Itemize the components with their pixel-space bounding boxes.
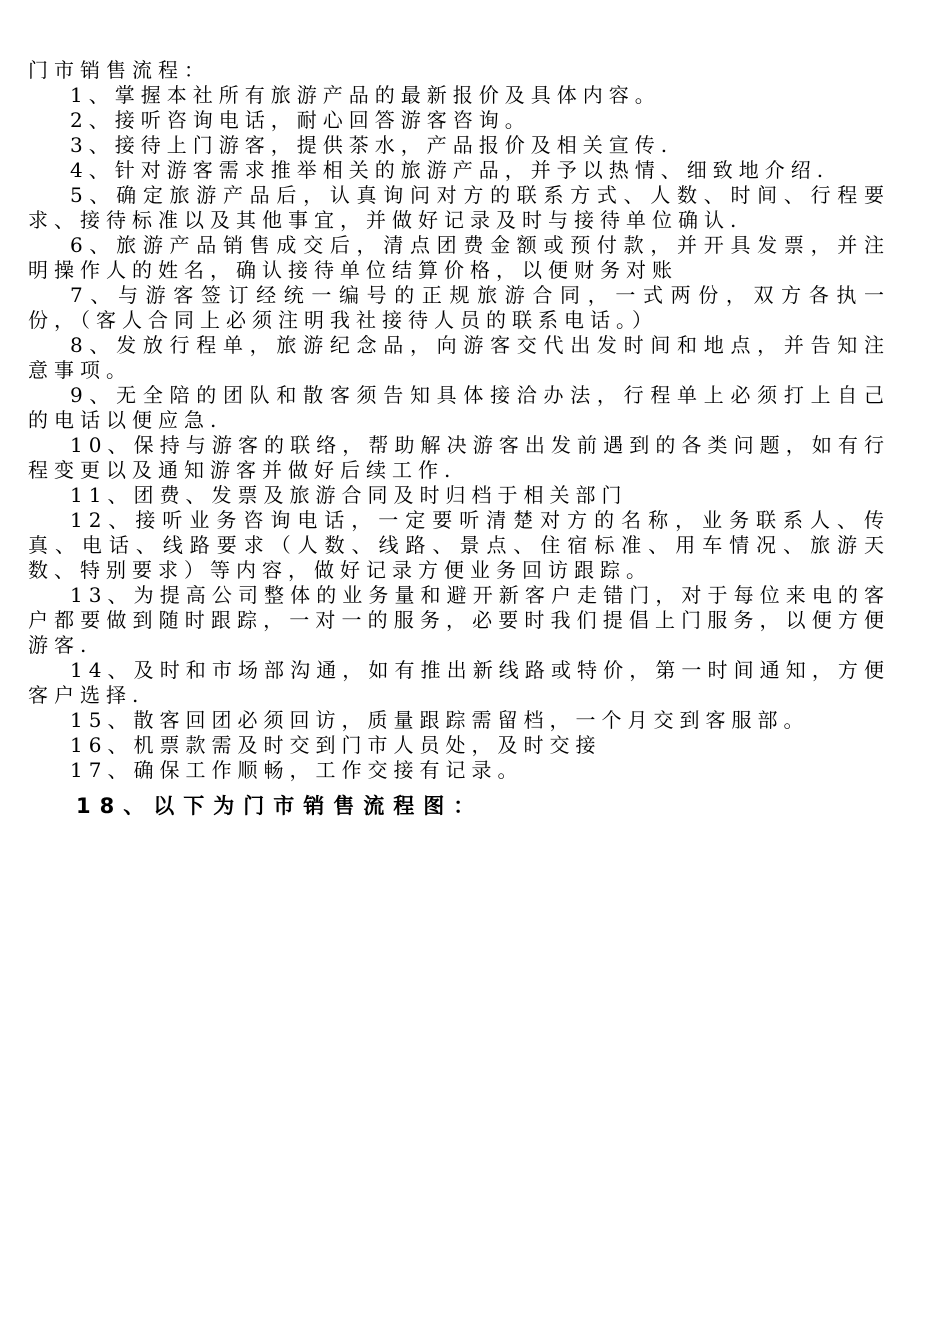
list-item-7: 7、与游客签订经统一编号的正规旅游合同，一式两份，双方各执一份，（客人合同上必须注明我社接待人员的联系电话。） bbox=[28, 283, 890, 332]
list-item-13: 13、为提高公司整体的业务量和避开新客户走错门，对于每位来电的客户都要做到随时跟踪，一对一的服务，必要时我们提倡上门服务，以便方便游客. bbox=[28, 583, 890, 657]
list-item-4: 4、针对游客需求推举相关的旅游产品，并予以热情、细致地介绍. bbox=[70, 158, 830, 182]
section-heading: 18、以下为门市销售流程图： bbox=[76, 794, 484, 818]
list-item-10: 10、保持与游客的联络，帮助解决游客出发前遇到的各类问题，如有行程变更以及通知游客并做好后续工作. bbox=[28, 433, 890, 482]
list-item-17: 17、确保工作顺畅，工作交接有记录。 bbox=[70, 758, 524, 782]
list-item-11: 11、团费、发票及旅游合同及时归档于相关部门 bbox=[70, 483, 628, 507]
list-item-14: 14、及时和市场部沟通，如有推出新线路或特价，第一时间通知，方便客户选择. bbox=[28, 658, 890, 707]
list-item-6: 6、旅游产品销售成交后，清点团费金额或预付款，并开具发票，并注明操作人的姓名，确认接待单位结算价格，以便财务对账 bbox=[28, 233, 890, 282]
list-item-5: 5、确定旅游产品后，认真询问对方的联系方式、人数、时间、行程要求、接待标准以及其他事宜，并做好记录及时与接待单位确认. bbox=[28, 183, 890, 232]
list-item-3: 3、接待上门游客，提供茶水，产品报价及相关宣传. bbox=[70, 133, 674, 157]
list-item-8: 8、发放行程单，旅游纪念品，向游客交代出发时间和地点，并告知注意事项。 bbox=[28, 333, 890, 382]
document-page bbox=[28, 58, 890, 821]
list-item-1: 1、掌握本社所有旅游产品的最新报价及具体内容。 bbox=[70, 83, 661, 107]
list-item-12: 12、接听业务咨询电话，一定要听清楚对方的名称，业务联系人、传真、电话、线路要求（人数、线路、景点、住宿标准、用车情况、旅游天数、特别要求）等内容，做好记录方便业务回访跟踪。 bbox=[28, 508, 890, 582]
list-item-15: 15、散客回团必须回访，质量跟踪需留档，一个月交到客服部。 bbox=[70, 708, 810, 732]
list-item-9: 9、无全陪的团队和散客须告知具体接洽办法，行程单上必须打上自己的电话以便应急. bbox=[28, 383, 890, 432]
list-item-16: 16、机票款需及时交到门市人员处，及时交接 bbox=[70, 733, 602, 757]
document-title: 门市销售流程： bbox=[28, 58, 210, 82]
list-item-2: 2、接听咨询电话，耐心回答游客咨询。 bbox=[70, 108, 531, 132]
